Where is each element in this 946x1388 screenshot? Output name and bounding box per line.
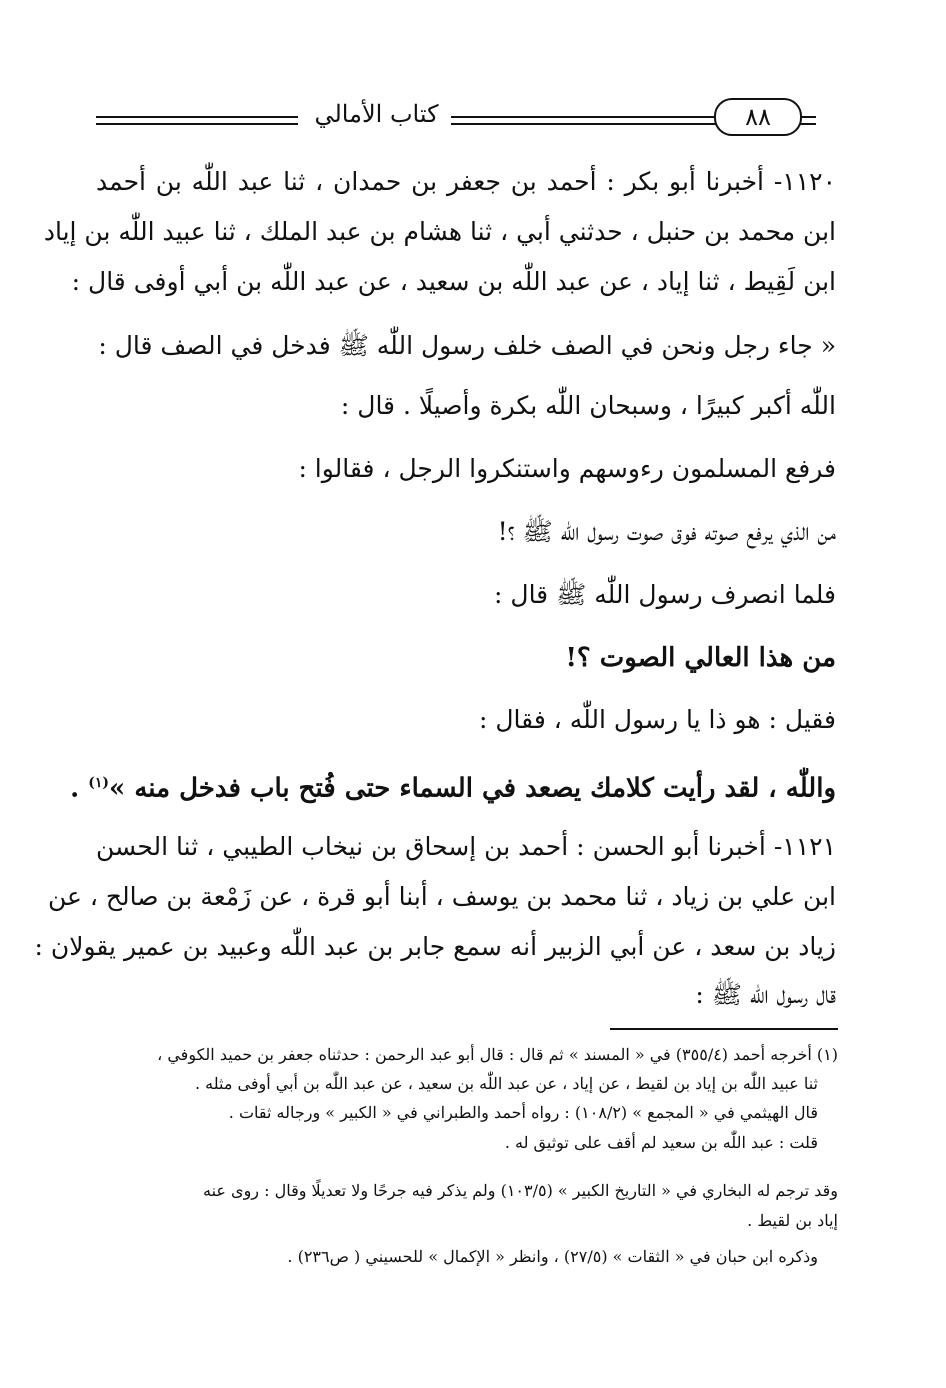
body-line-5: اللّٰه أكبر كبيرًا ، وسبحان اللّٰه بكرة وأصيلًا . قال : [340,391,836,420]
page-number: ٨٨ [714,98,802,136]
body-line-7: من الذي يرفع صوته فوق صوت رسول اللّٰه ﷺ ؟! [497,517,836,546]
footnote-separator [610,1028,838,1030]
page-header [96,96,842,140]
footnote-reference[interactable]: (١) [88,775,110,791]
footnote-line-5: وقد ترجم له البخاري في « التاريخ الكبير » (١٠٣/٥) ولم يذكر فيه جرحًا ولا تعديلًا وقال : روى عنه [203,1181,838,1200]
footnote-line-4: قلت : عبد اللّٰه بن سعيد لم أقف على توثيق له . [504,1133,818,1152]
body-line-11-text: واللّٰه ، لقد رأيت كلامك يصعد في السماء حتى فُتح باب فدخل منه » [109,773,836,804]
header-rule-left [96,116,298,125]
body-line-13: ابن علي بن زياد ، ثنا محمد بن يوسف ، أبنا أبو قرة ، عن زَمْعة بن صالح ، عن [47,882,836,911]
footnote-line-7: وذكره ابن حبان في « الثقات » (٢٧/٥) ، وانظر « الإكمال » للحسيني ( ص٢٣٦) . [287,1247,818,1266]
body-line-9: من هذا العالي الصوت ؟! [565,643,836,673]
body-line-4: « جاء رجل ونحن في الصف خلف رسول اللّٰه ﷺ فدخل في الصف قال : [98,331,836,360]
body-line-1: ١١٢٠- أخبرنا أبو بكر : أحمد بن جعفر بن حمدان ، ثنا عبد اللّٰه بن أحمد [96,167,836,196]
body-line-8: فلما انصرف رسول اللّٰه ﷺ قال : [494,580,836,609]
footnote-line-3: قال الهيثمي في « المجمع » (١٠٨/٢) : رواه أحمد والطبراني في « الكبير » ورجاله ثقات . [228,1103,818,1122]
footnote-line-1: (١) أخرجه أحمد (٣٥٥/٤) في « المسند » ثم قال : قال أبو عبد الرحمن : حدثناه جعفر بن حميد الكوفي ، [157,1045,838,1064]
body-line-15: قال رسول اللّٰه ﷺ : [695,980,836,1009]
body-line-11-tail: . [70,773,89,804]
book-title: كتاب الأمالي [314,100,439,128]
body-line-2: ابن محمد بن حنبل ، حدثني أبي ، ثنا هشام بن عبد الملك ، ثنا عبيد اللّٰه بن إياد [43,217,836,246]
body-line-11 [70,763,836,809]
body-line-12: ١١٢١- أخبرنا أبو الحسن : أحمد بن إسحاق بن نيخاب الطيبي ، ثنا الحسن [96,832,836,861]
body-line-10: فقيل : هو ذا يا رسول اللّٰه ، فقال : [479,705,836,734]
body-line-14: زياد بن سعد ، عن أبي الزبير أنه سمع جابر بن عبد اللّٰه وعبيد بن عمير يقولان : [34,932,836,961]
footnote-line-2: ثنا عبيد اللّٰه بن إياد بن لقيط ، عن إياد ، عن عبد اللّٰه بن سعيد ، عن عبد اللّٰه بن أبي أوفى مثله . [194,1074,818,1093]
body-line-3: ابن لَقِيط ، ثنا إياد ، عن عبد اللّٰه بن سعيد ، عن عبد اللّٰه بن أبي أوفى قال : [71,267,836,296]
footnote-line-6: إياد بن لقيط . [747,1211,838,1230]
body-line-6: فرفع المسلمون رءوسهم واستنكروا الرجل ، فقالوا : [298,454,836,483]
